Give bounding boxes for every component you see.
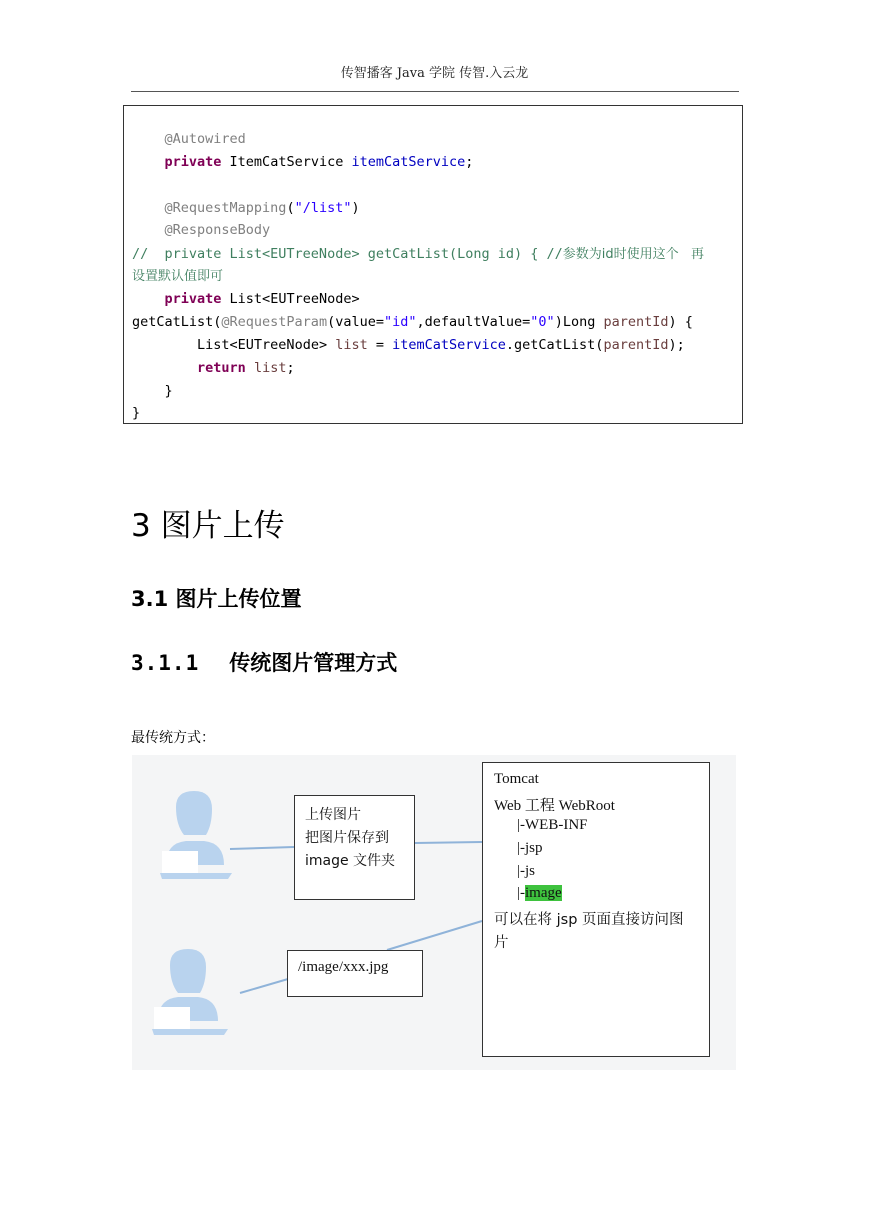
code-line-9 [132,313,693,331]
keyword-private: private [164,291,222,307]
annotation-request-mapping: @RequestMapping [164,200,287,216]
heading-level-1: 3 图片上传 [131,508,285,544]
semicolon: ; [286,360,295,376]
method-call: .getCatList( [505,337,604,353]
comment-continuation: 设置默认值即可 [132,269,224,284]
page-header: 传智播客 Java 学院 传智.入云龙 [340,66,529,81]
annotation-response-body: @ResponseBody [164,222,271,238]
connector-user2-path [240,979,288,993]
connector-upload-tomcat [415,842,482,843]
upload-box-line-1: 上传图片 [305,807,361,823]
param-value-key: (value= [327,314,384,330]
string-list-path: "/list" [294,200,352,216]
code-line-10 [132,336,685,354]
header-divider [131,91,739,92]
user-icon [152,949,228,1035]
tomcat-line-2: Web 工程 WebRoot [494,798,615,814]
code-line-2 [132,153,473,171]
type-long: )Long [554,314,604,330]
heading-level-2: 3.1 图片上传位置 [131,587,302,611]
code-line-11 [132,359,295,377]
heading-level-3 [131,647,397,677]
return-list: list [245,360,287,376]
user-icon [160,791,232,879]
heading-number: 3.1.1 [131,651,200,675]
brace-open: ) { [668,314,693,330]
code-line-4 [132,199,360,217]
return-type: List<EUTreeNode> [221,291,360,307]
tomcat-line-5: |-js [517,863,536,879]
upload-box-line-2: 把图片保存到 [305,830,389,846]
param-default-key: ,defaultValue= [416,314,531,330]
code-line-7 [132,267,223,286]
upload-box [294,795,415,900]
paren-close: ) [351,200,360,216]
image-highlight: image [525,885,562,901]
code-line-13 [132,404,140,422]
connector-user1-upload [230,847,294,849]
field-item-cat-service: itemCatService [392,337,506,353]
intro-paragraph: 最传统方式： [131,730,215,746]
code-line-1 [132,130,246,148]
field-item-cat-service: itemCatService [351,154,466,170]
arg-parent-id: parentId [603,337,669,353]
outer-brace-close: } [132,405,141,421]
method-name: getCatList( [132,314,222,330]
annotation-autowired: @Autowired [164,131,246,147]
string-zero: "0" [530,314,555,330]
string-id: "id" [383,314,417,330]
tomcat-note-1: 可以在将 jsp 页面直接访问图 [494,912,684,928]
code-block [123,105,743,424]
heading-text: 传统图片管理方式 [229,651,398,675]
inner-brace-close: } [164,383,173,399]
upload-box-line-3: image 文件夹 [305,853,396,869]
tomcat-note-2: 片 [494,935,509,951]
list-declaration-type: List<EUTreeNode> [197,337,336,353]
type-item-cat-service: ItemCatService [221,154,352,170]
comment-line: // private List<EUTreeNode> getCatList(Long id) { // [132,246,563,262]
tomcat-line-3: |-WEB-INF [517,817,588,833]
semicolon: ; [465,154,474,170]
keyword-return: return [197,360,246,376]
code-line-8 [132,290,360,308]
image-prefix: |- [517,885,525,901]
annotation-request-param: @RequestParam [221,314,328,330]
comment-chinese: 参数为id时使用这个 再 [562,247,705,262]
param-parent-id: parentId [603,314,669,330]
paren-open: ( [286,200,295,216]
upload-diagram [132,755,736,1070]
tomcat-line-4: |-jsp [517,840,543,856]
code-line-6 [132,245,704,264]
tomcat-line-1: Tomcat [494,771,539,787]
connector-path-tomcat [387,921,482,950]
assign: = [367,337,393,353]
keyword-private: private [164,154,222,170]
path-box [287,950,423,997]
local-list: list [335,337,368,353]
code-line-5 [132,221,270,239]
call-end: ); [668,337,685,353]
code-line-12 [132,382,173,400]
path-box-text: /image/xxx.jpg [298,959,389,975]
tomcat-box [482,762,710,1057]
tomcat-line-6 [517,885,562,902]
